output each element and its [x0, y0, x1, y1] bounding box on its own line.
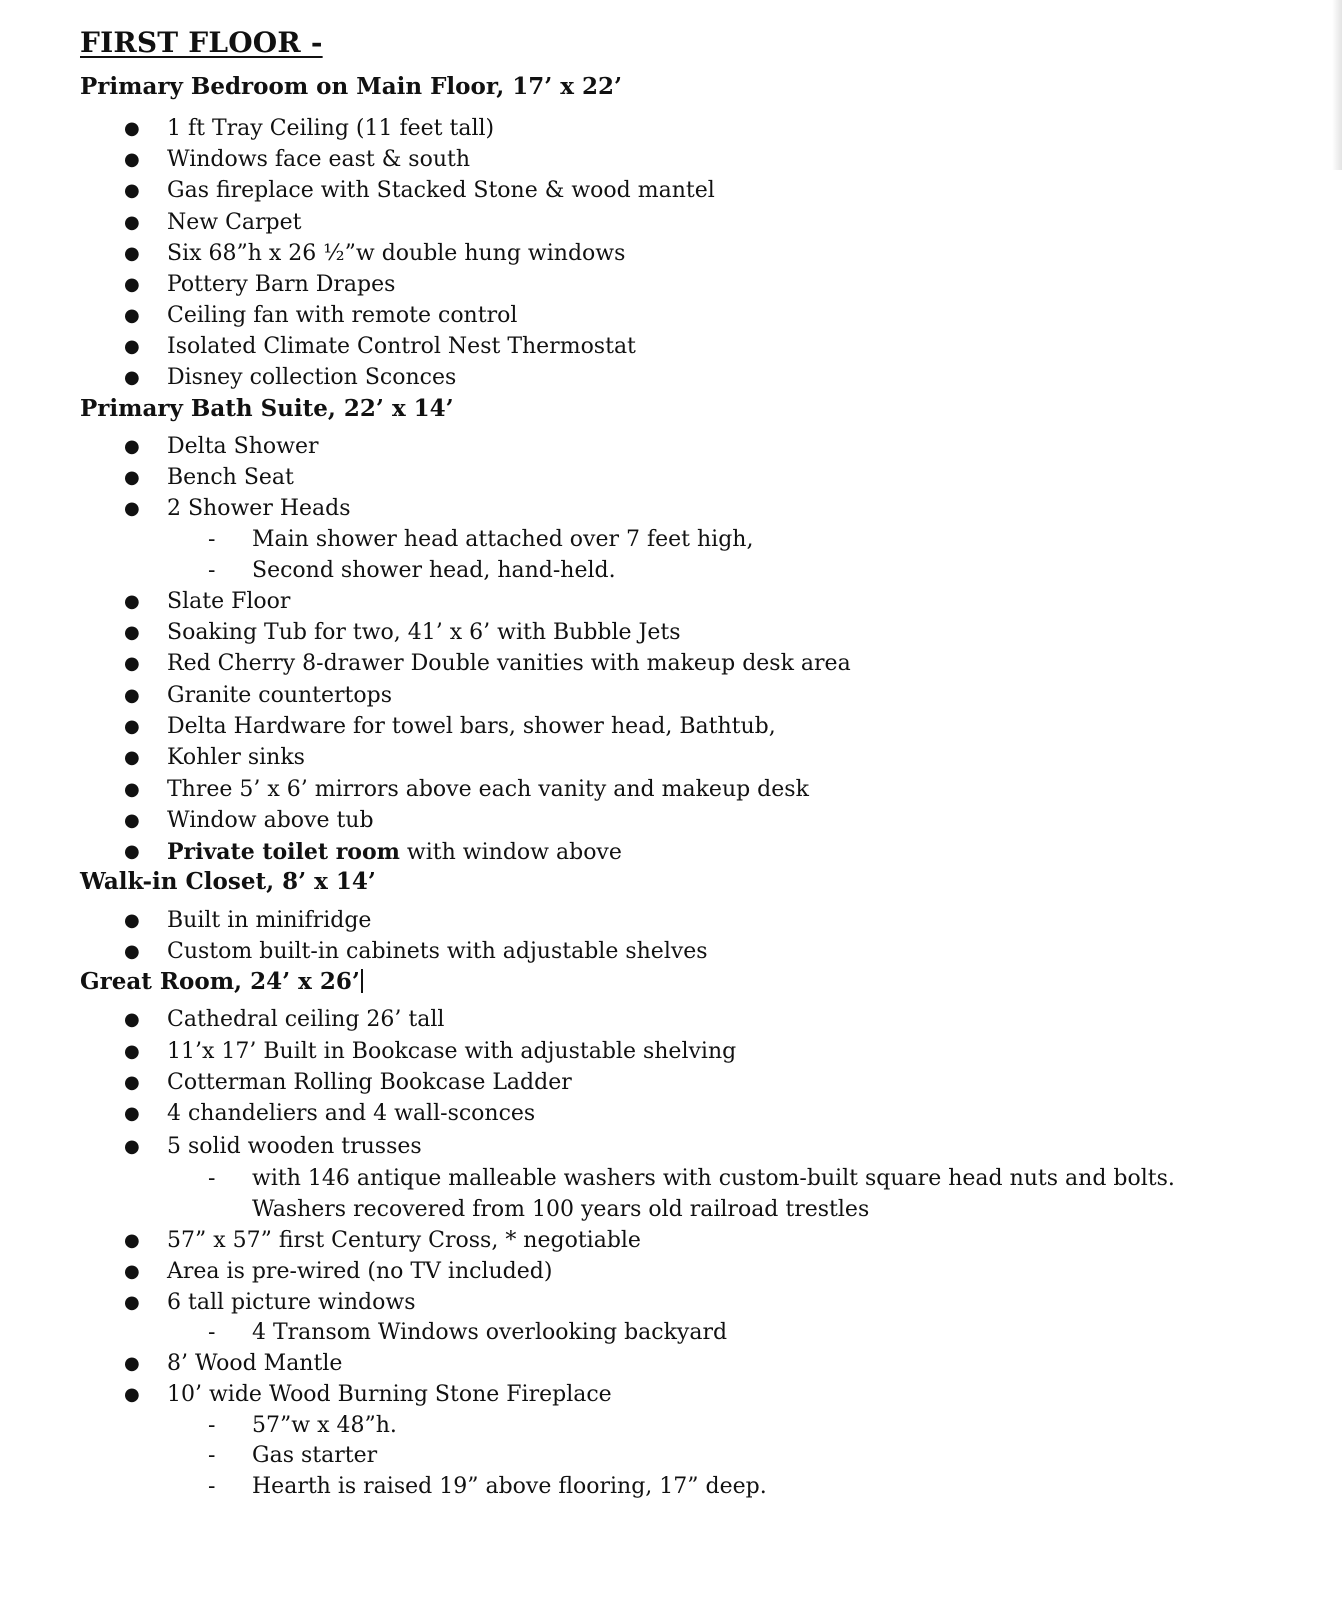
section-heading-bedroom: Primary Bedroom on Main Floor, 17’ x 22’ [80, 73, 623, 100]
bullet-icon: ● [124, 941, 140, 962]
bullet-icon: ● [124, 367, 140, 388]
text-cursor [361, 969, 363, 993]
dash-marker: - [208, 1166, 216, 1191]
bullet-icon: ● [124, 841, 140, 862]
bullet-icon: ● [124, 1136, 140, 1157]
document-page: FIRST FLOOR - Primary Bedroom on Main Floor, 17’ x 22’ ● 1 ft Tray Ceiling (11 feet tall) ● Windows face east & south ● Gas fireplace with Stacked Stone & wood mantel ● New Carpet ● Six 68”h x 26 ½”w double hung windows ● Pottery Barn Drapes ● Ceiling fan with remote control ● Isolated Climate Control Nest Thermostat ● Disney collection Sconces Primary Bath Suite, 22’ x 14’ ● Delta Shower ● Bench Seat ● 2 Shower Heads - Main shower head attached over 7 feet high, - Second shower head, hand-held. ● Slate Floor ● Soaking Tub for two, 41’ x 6’ with Bubble Jets ● Red Cherry 8-drawer Double vanities with makeup desk area ● Granite countertops ● Delta Hardware for towel bars, shower head, Bathtub, ● Kohler sinks ● Three 5’ x 6’ mirrors above each vanity and makeup desk ● Window above tub ● Private toilet room with window above Walk-in Closet, 8’ x 14’ ● Built in minifridge ● Custom built-in cabinets with adjustable shelves Great Room, 24’ x 26’ ● Cathedral ceiling 26’ tall ● 11’x 17’ Built in Bookcase with adjustable shelving ● Cotterman Rolling Bookcase Ladder ● 4 chandeliers and 4 wall-sconces ● 5 solid wooden trusses - with 146 antique malleable washers with custom-built square head nuts and bolts. Washers recovered from 100 years old railroad trestles ● 57” x 57” first Century Cross, * negotiable ● Area is pre-wired (no TV included) ● 6 tall picture windows - 4 Transom Windows overlooking backyard ● 8’ Wood Mantle ● 10’ wide Wood Burning Stone Fireplace - 57”w x 48”h. - Gas starter - Hearth is raised 19” above flooring, 17” deep. [0, 0, 1342, 1600]
bullet-icon: ● [124, 810, 140, 831]
bullet-icon: ● [124, 747, 140, 768]
bullet-icon: ● [124, 274, 140, 295]
bold-text: Private toilet room [167, 839, 400, 865]
bullet-icon: ● [124, 1072, 140, 1093]
floor-title: FIRST FLOOR - [80, 26, 323, 59]
bullet-icon: ● [124, 1230, 140, 1251]
section-heading-great-room: Great Room, 24’ x 26’ [80, 968, 363, 995]
bullet-icon: ● [124, 336, 140, 357]
bullet-icon: ● [124, 305, 140, 326]
bullet-icon: ● [124, 1103, 140, 1124]
dash-marker: - [208, 1474, 216, 1499]
bullet-icon: ● [124, 716, 140, 737]
bullet-icon: ● [124, 149, 140, 170]
bullet-icon: ● [124, 243, 140, 264]
bullet-icon: ● [124, 685, 140, 706]
dash-marker: - [208, 1413, 216, 1438]
bullet-icon: ● [124, 653, 140, 674]
bullet-icon: ● [124, 1261, 140, 1282]
dash-marker: - [208, 527, 216, 552]
bullet-icon: ● [124, 1009, 140, 1030]
bullet-icon: ● [124, 1292, 140, 1313]
dash-marker: - [208, 558, 216, 583]
bullet-icon: ● [124, 498, 140, 519]
bullet-icon: ● [124, 591, 140, 612]
section-heading-closet: Walk-in Closet, 8’ x 14’ [80, 868, 376, 895]
section-heading-bath: Primary Bath Suite, 22’ x 14’ [80, 395, 454, 422]
bullet-icon: ● [124, 118, 140, 139]
bullet-icon: ● [124, 910, 140, 931]
dash-marker: - [208, 1320, 216, 1345]
page-edge-shadow [1332, 0, 1342, 170]
bullet-icon: ● [124, 779, 140, 800]
bullet-icon: ● [124, 436, 140, 457]
bullet-icon: ● [124, 1353, 140, 1374]
bullet-icon: ● [124, 1384, 140, 1405]
bullet-icon: ● [124, 180, 140, 201]
bullet-icon: ● [124, 1041, 140, 1062]
dash-marker: - [208, 1443, 216, 1468]
bullet-icon: ● [124, 622, 140, 643]
bullet-icon: ● [124, 212, 140, 233]
bullet-icon: ● [124, 467, 140, 488]
